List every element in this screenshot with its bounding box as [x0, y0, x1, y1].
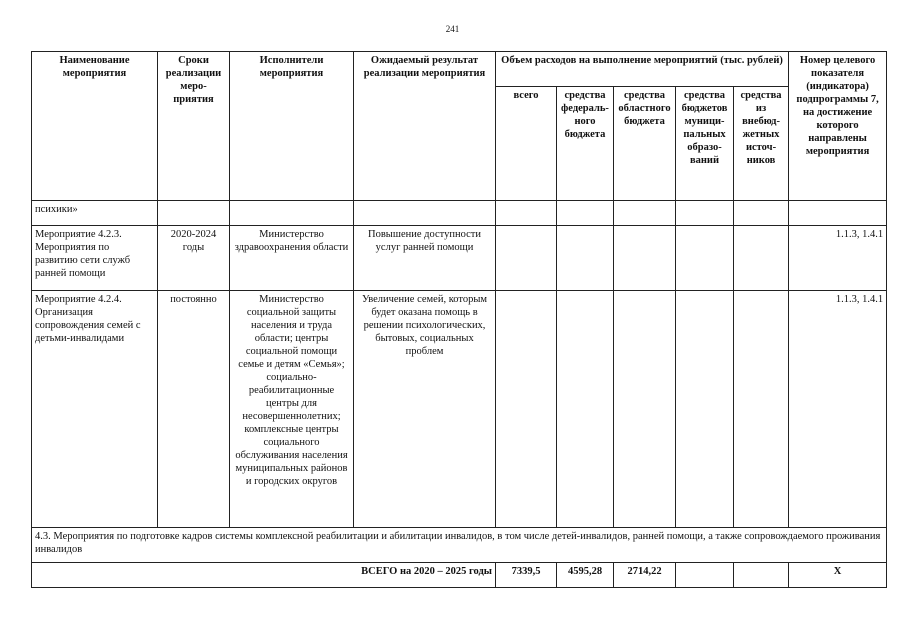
row-name: Мероприятие 4.2.3. Мероприятия по развитию сети служб ранней помощи [32, 226, 158, 291]
continuation-cell: психики» [32, 201, 158, 226]
header-regional: средства областного бюджета [614, 87, 676, 201]
row-term: 2020-2024 годы [158, 226, 230, 291]
header-name: Наименование мероприятия [32, 52, 158, 201]
header-federal: средства федераль-ного бюджета [557, 87, 614, 201]
header-result: Ожидаемый результат реализации мероприятия [354, 52, 496, 201]
row-result: Увеличение семей, которым будет оказана помощь в решении психологических, бытовых, социальных проблем [354, 291, 496, 528]
row-executors: Министерство социальной защиты населения и труда области; центры социальной помощи семье и детям «Семья»; социально-реабилитационные центры для несовершеннолетних; комплексные центры социального обслуживания населения муниципальных районов и городских округов [230, 291, 354, 528]
total-indicator: X [789, 563, 887, 588]
row-term: постоянно [158, 291, 230, 528]
continuation-row [32, 201, 887, 226]
section-title: 4.3. Мероприятия по подготовке кадров системы комплексной реабилитации и абилитации инвалидов, в том числе детей-инвалидов, ранней помощи, а также сопровождаемого проживания инвалидов [32, 528, 887, 563]
table-row [32, 291, 887, 528]
row-executors: Министерство здравоохранения области [230, 226, 354, 291]
activities-table [31, 51, 887, 588]
header-row-1 [32, 52, 887, 87]
total-label: ВСЕГО на 2020 – 2025 годы [32, 563, 496, 588]
header-total: всего [496, 87, 557, 201]
header-indicator: Номер целевого показателя (индикатора) подпрограммы 7, на достижение которого направлены мероприятия [789, 52, 887, 201]
row-indicator: 1.1.3, 1.4.1 [789, 291, 887, 528]
table-row [32, 226, 887, 291]
header-municipal: средства бюджетов муници-пальных образо-ваний [676, 87, 734, 201]
total-sum: 7339,5 [496, 563, 557, 588]
header-term: Сроки реализации меро-приятия [158, 52, 230, 201]
total-federal: 4595,28 [557, 563, 614, 588]
header-expenses: Объем расходов на выполнение мероприятий (тыс. рублей) [496, 52, 789, 87]
row-name: Мероприятие 4.2.4. Организация сопровождения семей с детьми-инвалидами [32, 291, 158, 528]
total-row [32, 563, 887, 588]
row-indicator: 1.1.3, 1.4.1 [789, 226, 887, 291]
page-number: 241 [445, 24, 460, 34]
total-regional: 2714,22 [614, 563, 676, 588]
header-extrabudget: средства из внебюд-жетных источ-ников [734, 87, 789, 201]
row-result: Повышение доступности услуг ранней помощи [354, 226, 496, 291]
header-executors: Исполнители мероприятия [230, 52, 354, 201]
section-row [32, 528, 887, 563]
